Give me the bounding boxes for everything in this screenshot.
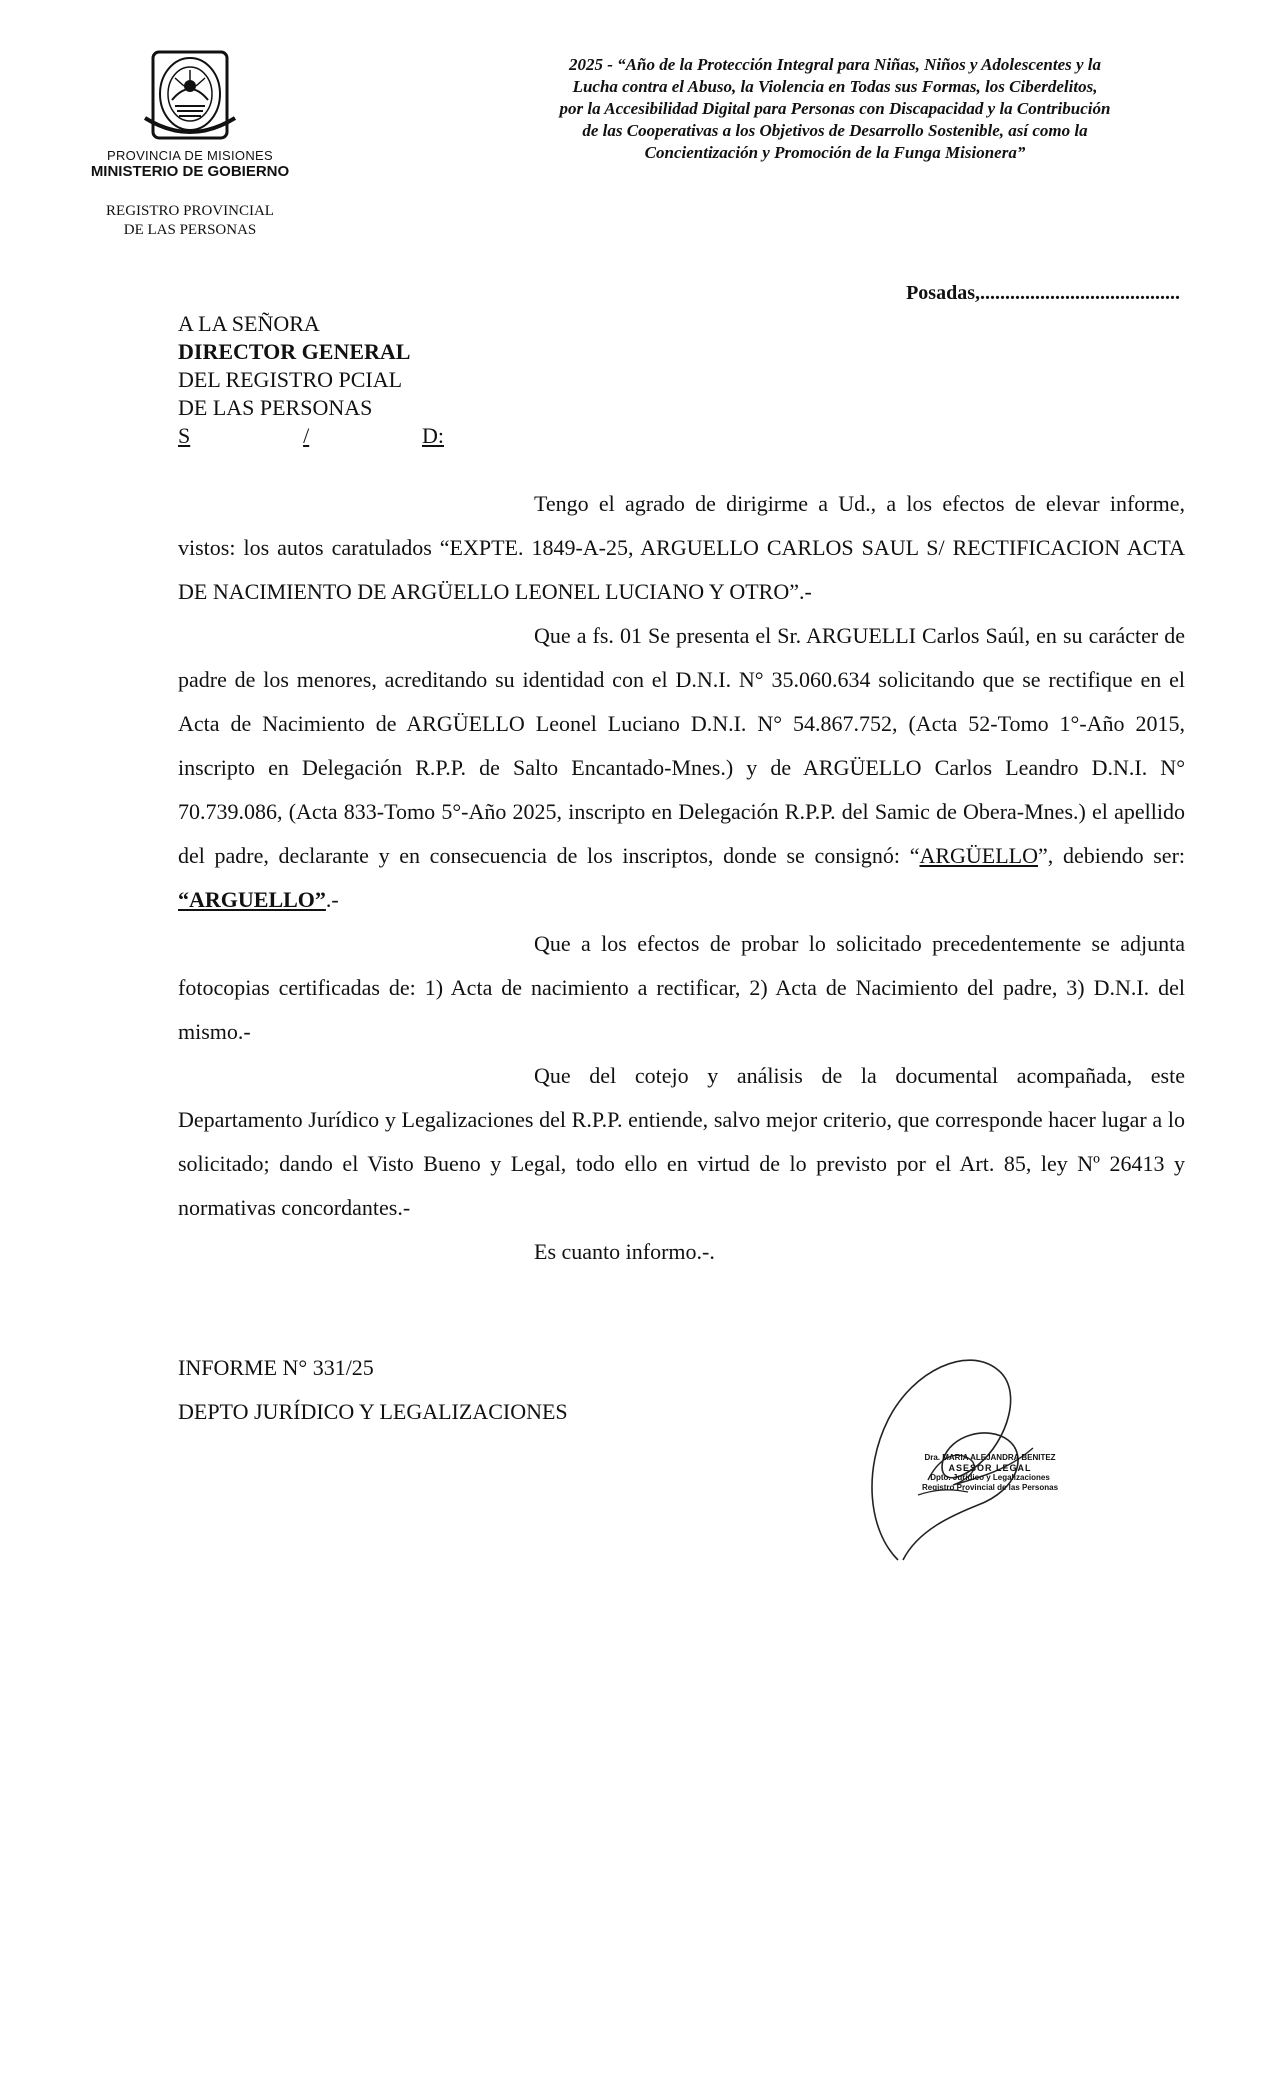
correct-surname: “ARGUELLO” <box>178 887 326 912</box>
sd-s: S <box>178 423 191 448</box>
place-date: Posadas,........................................ <box>906 282 1180 304</box>
stamp-registry: Registro Provincial de las Personas <box>921 1483 1059 1492</box>
closing-line: Es cuanto informo.-. <box>534 1239 715 1264</box>
paragraph-request <box>178 614 1185 922</box>
legal-advisor-stamp <box>905 1453 1075 1493</box>
report-number: INFORME N° 331/25 <box>178 1355 374 1380</box>
report-reference <box>178 1346 568 1434</box>
provincial-seal-icon <box>135 48 245 144</box>
motto-line: Concientización y Promoción de la Funga Misionera” <box>644 143 1026 162</box>
ministry-name: MINISTERIO DE GOBIERNO <box>90 163 290 180</box>
year-motto <box>470 54 1200 164</box>
stamp-name: Dra. MARIA ALEJANDRA BENITEZ <box>924 1453 1056 1462</box>
request-end: .- <box>325 887 339 912</box>
addressee-line-3: DEL REGISTRO PCIAL <box>178 367 403 392</box>
registry-line-1: REGISTRO PROVINCIAL <box>106 203 274 219</box>
addressee-line-2: DIRECTOR GENERAL <box>178 339 411 364</box>
paragraph-opinion: Que del cotejo y análisis de la documental acompañada, este Departamento Jurídico y Legalizaciones del R.P.P. entiende, salvo mejor criterio, que corresponde hacer lugar a lo solicitado; dando el Visto Bueno y Legal, todo ello en virtud de lo previsto por el Art. 85, ley Nº 26413 y normativas concordantes.- <box>178 1063 1185 1220</box>
paragraph-evidence: Que a los efectos de probar lo solicitado precedentemente se adjunta fotocopias certificadas de: 1) Acta de nacimiento a rectificar, 2) Acta de Nacimiento del padre, 3) D.N.I. del mismo.- <box>178 931 1185 1044</box>
report-body <box>178 482 1185 1274</box>
province-name: PROVINCIA DE MISIONES <box>107 148 273 163</box>
addressee-line-4: DE LAS PERSONAS <box>178 395 373 420</box>
registry-line-2: DE LAS PERSONAS <box>123 222 257 238</box>
sd-slash: / <box>303 423 310 448</box>
stamp-title: ASESOR LEGAL <box>948 1463 1032 1473</box>
request-text: Que a fs. 01 Se presenta el Sr. ARGUELLI Carlos Saúl, en su carácter de padre de los menores, acreditando su identidad con el D.N.I. N° 35.060.634 solicitando que se rectifique en el Acta de Nacimiento de ARGÜELLO Leonel Luciano D.N.I. N° 54.867.752, (Acta 52-Tomo 1°-Año 2015, inscripto en Delegación R.P.P. de Salto Encantado-Mnes.) y de ARGÜELLO Carlos Leandro D.N.I. N° 70.739.086, (Acta 833-Tomo 5°-Año 2025, inscripto en Delegación R.P.P. del Samic de Obera-Mnes.) el apellido del padre, declarante y en consecuencia de los inscriptos, donde se consignó: “ <box>178 623 1185 868</box>
motto-line: Lucha contra el Abuso, la Violencia en Todas sus Formas, los Ciberdelitos, <box>572 77 1098 96</box>
paragraph-intro: Tengo el agrado de dirigirme a Ud., a los efectos de elevar informe, vistos: los autos caratulados “EXPTE. 1849-A-25, ARGUELLO CARLOS SAUL S/ RECTIFICACION ACTA DE NACIMIENTO DE ARGÜELLO LEONEL LUCIANO Y OTRO”.- <box>178 491 1185 604</box>
addressee-line-1: A LA SEÑORA <box>178 311 320 336</box>
letterhead-logo-block <box>70 48 310 240</box>
motto-line: de las Cooperativas a los Objetivos de Desarrollo Sostenible, así como la <box>582 121 1088 140</box>
sd-line <box>178 422 444 450</box>
department-name: DEPTO JURÍDICO Y LEGALIZACIONES <box>178 1399 568 1424</box>
stamp-dept: Dpto. Jurídico y Legalizaciones <box>930 1473 1050 1482</box>
addressee-block <box>178 310 444 450</box>
wrong-surname: ARGÜELLO <box>919 843 1039 868</box>
sd-d: D: <box>422 423 444 448</box>
motto-line: por la Accesibilidad Digital para Personas con Discapacidad y la Contribución <box>559 99 1111 118</box>
registry-name <box>70 202 310 240</box>
motto-line: 2025 - “Año de la Protección Integral para Niñas, Niños y Adolescentes y la <box>568 55 1102 74</box>
request-mid: ”, debiendo ser: <box>1038 843 1186 868</box>
